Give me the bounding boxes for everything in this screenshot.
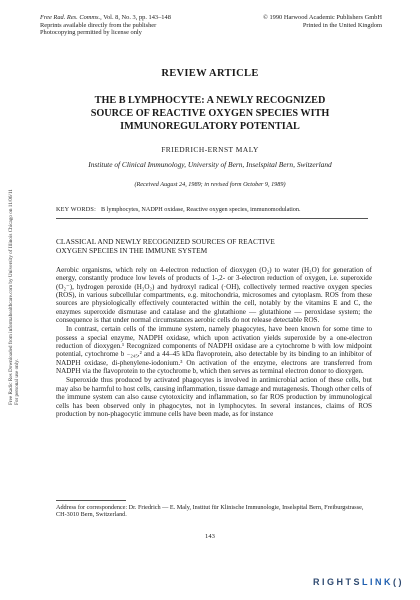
keywords-divider [56, 218, 368, 219]
publisher-header [212, 14, 382, 29]
journal-volume: Vol. 8, No. 3, pp. 143–148 [101, 14, 171, 21]
page-number: 143 [205, 533, 215, 540]
printed-note: Printed in the United Kingdom [302, 21, 382, 29]
photocopy-note: Photocopying permitted by license only [40, 29, 142, 37]
article-type: REVIEW ARTICLE [161, 68, 259, 79]
personal-use-line: For personal use only. [14, 359, 21, 405]
footnote-divider [56, 500, 126, 501]
download-watermark [8, 189, 20, 405]
reprints-note: Reprints available directly from the publisher [40, 21, 157, 29]
rightslink-suffix: () [393, 577, 404, 587]
journal-header [40, 14, 230, 37]
article-title [40, 94, 380, 133]
title-line: SOURCE OF REACTIVE OXYGEN SPECIES WITH [90, 108, 330, 119]
article-body [56, 266, 372, 419]
author-name: FRIEDRICH-ERNST MALY [161, 145, 259, 154]
section-heading-line: CLASSICAL AND NEWLY RECOGNIZED SOURCES OF REACTIVE [56, 237, 275, 246]
keywords-text: B lymphocytes, NADPH oxidase, Reactive oxygen species, immunomodulation. [101, 206, 301, 213]
correspondence-footnote: Address for correspondence: Dr. Friedrich — E. Maly, Institut für Klinische Immunologie, Inselspital Bern, Freiburgstrasse, CH-3010 Bern, Switzerland. [56, 504, 364, 519]
paragraph-2: In contrast, certain cells of the immune system, namely phagocytes, have been known for some time to possess a special enzyme, NADPH oxidase, which upon activation yields superoxide by a one-electron reduction of dioxygen.¹ Recognized components of NADPH oxidase are a cytochrome b with low midpoint potential, cytochrome b ₋₂₄₅,² and a 44–45 kDa flavoprotein, also detectable by its binding to an inhibitor of NADPH oxidase, di-phenylene-iodonium.³ On activation of the enzyme, electrons are transferred from NADPH via the flavoprotein to the cytochrome b, which then serves as terminal electron donor to dioxygen. [56, 325, 372, 376]
keywords [56, 206, 386, 213]
rightslink-rights: RIGHTS [312, 577, 362, 587]
keywords-label: KEY WORDS: [56, 206, 96, 213]
section-heading [56, 237, 372, 255]
download-line: Free Radic Res Downloaded from informahealthcare.com by University of Illinois Chicago on 11/06/11 [8, 189, 14, 405]
received-dates: (Received August 24, 1989; in revised form October 9, 1989) [134, 181, 286, 188]
author-institution: Institute of Clinical Immunology, University of Bern, Inselspital Bern, Switzerland [88, 160, 332, 169]
copyright-note: © 1990 Harwood Academic Publishers GmbH [263, 14, 382, 21]
section-heading-line: OXYGEN SPECIES IN THE IMMUNE SYSTEM [56, 246, 208, 255]
journal-name: Free Rad. Res. Comms., [40, 14, 102, 21]
rightslink-logo[interactable] [313, 577, 404, 587]
title-line: IMMUNOREGULATORY POTENTIAL [120, 121, 300, 132]
paragraph-1: Aerobic organisms, which rely on 4-electron reduction of dioxygen (O₂) to water (H₂O) for generation of energy, constantly produce low levels of products of 1-,2- or 3-electron reduction of oxygen, i.e. superoxide (O₂⁻), hydrogen peroxide (H₂O₂) and hydroxyl radical (·OH), collectively termed reactive oxygen species (ROS), in various subcellular compartments, e.g. mitochondria, microsomes and cytoplasm. ROS from these sources are physiologically effectively counteracted within the cell, notably by the vitamins E and C, the enzymes superoxide dismutase and catalase and the glutathione — glutathione — peroxidase system; the consequence is that under normal circumstances aerobic cells do not release detectable ROS. [56, 266, 372, 325]
paragraph-3: Superoxide thus produced by activated phagocytes is involved in antimicrobial action of these cells, but may also be harmful to host cells, causing inflammation, tissue damage and mutagenesis. Though other cells of the immune system can also cause cytotoxicity and inflammation, so far ROS production by immunological cells has been observed only in phagocytes, not in lymphocytes. In several instances, claims of ROS production by non-phagocytic immune cells have been made, as for instance [56, 376, 372, 418]
rightslink-link: LINK [362, 577, 393, 587]
journal-citation [40, 14, 230, 22]
title-line: THE B LYMPHOCYTE: A NEWLY RECOGNIZED [94, 95, 326, 106]
